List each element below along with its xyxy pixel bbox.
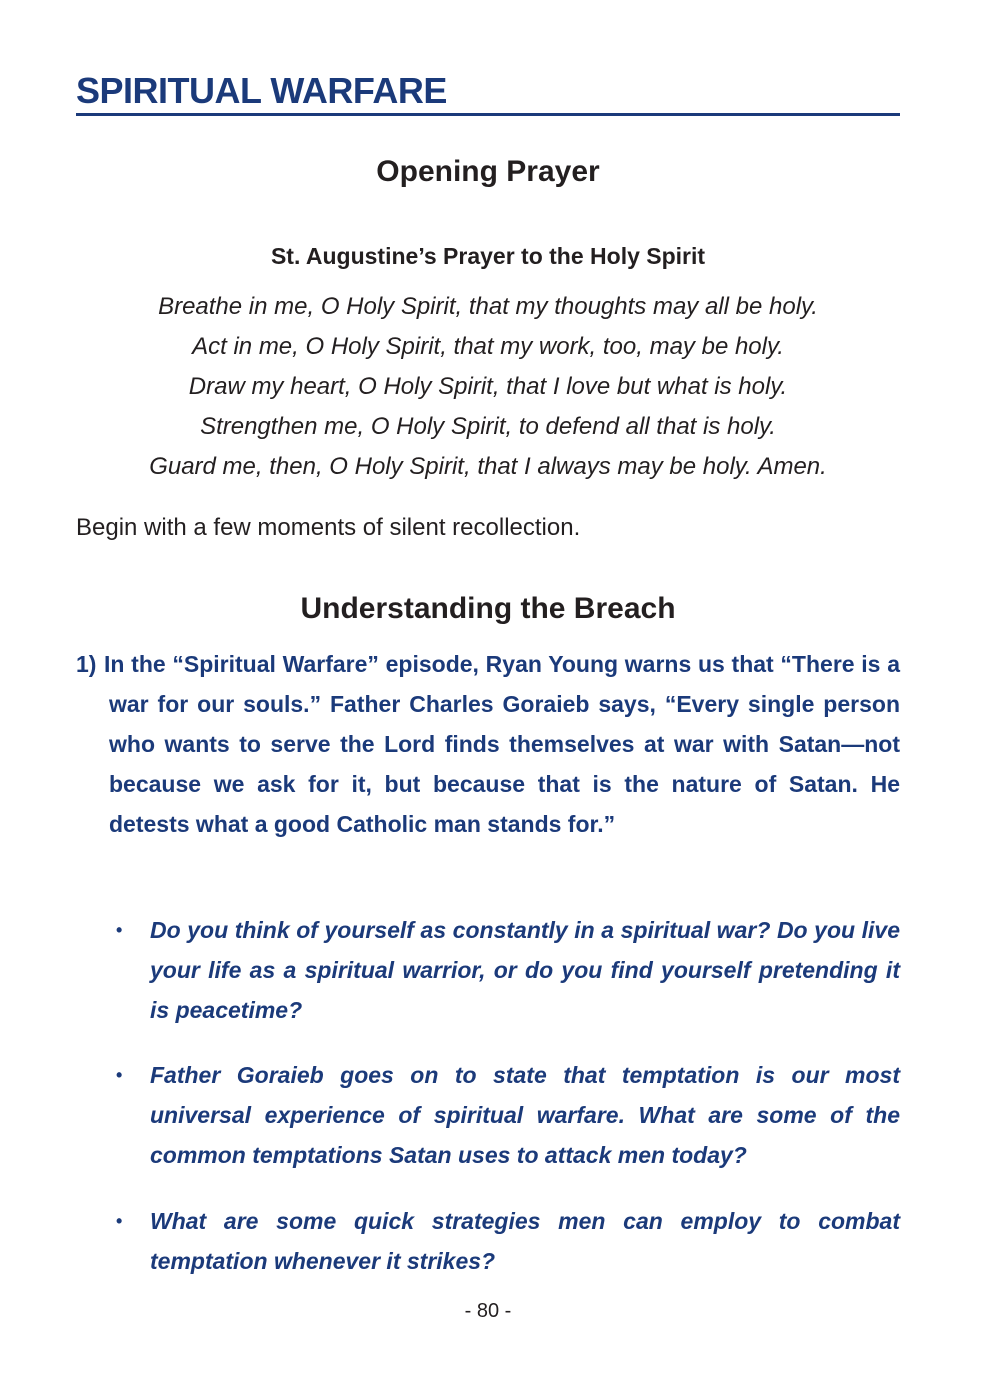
sub-question-2: [116, 1055, 900, 1175]
chapter-title: SPIRITUAL WARFARE: [76, 70, 447, 111]
bullet-icon: •: [116, 1211, 123, 1231]
sub-question-text: Father Goraieb goes on to state that temptation is our most universal experience of spiritual warfare. What are some of the common temptations Satan uses to attack men today?: [150, 1062, 900, 1168]
prayer-title: St. Augustine’s Prayer to the Holy Spirit: [270, 243, 706, 269]
question-text: In the “Spiritual Warfare” episode, Ryan Young warns us that “There is a war for our souls.” Father Charles Goraieb says, “Every single person who wants to serve the Lord finds themselves at war with Satan—not because we ask for it, but because that is the nature of Satan. He detests what a good Catholic man stands for.”: [104, 651, 900, 837]
bullet-icon: •: [116, 920, 123, 940]
sub-question-1: [116, 910, 900, 1030]
sub-question-text: What are some quick strategies men can employ to combat temptation whenever it strikes?: [150, 1208, 900, 1274]
sub-question-text: Do you think of yourself as constantly in a spiritual war? Do you live your life as a spiritual warrior, or do you find yourself pretending it is peacetime?: [150, 917, 900, 1023]
prayer-line: Act in me, O Holy Spirit, that my work, too, may be holy.: [192, 333, 784, 360]
understanding-breach-heading: Understanding the Breach: [300, 592, 676, 625]
title-underline: [76, 113, 900, 116]
prayer-line: Strengthen me, O Holy Spirit, to defend all that is holy.: [200, 413, 776, 440]
sub-question-3: [116, 1201, 900, 1281]
prayer-text: [76, 287, 900, 487]
instruction-text: Begin with a few moments of silent recollection.: [76, 514, 581, 541]
prayer-line: Draw my heart, O Holy Spirit, that I love but what is holy.: [188, 373, 788, 400]
question-number: 1): [76, 651, 97, 677]
opening-prayer-heading: Opening Prayer: [376, 155, 600, 188]
prayer-line: Breathe in me, O Holy Spirit, that my thoughts may all be holy.: [158, 293, 818, 320]
question-1: [76, 644, 900, 844]
page-number: - 80 -: [464, 1300, 512, 1322]
bullet-icon: •: [116, 1065, 123, 1085]
prayer-line: Guard me, then, O Holy Spirit, that I always may be holy. Amen.: [149, 453, 827, 480]
